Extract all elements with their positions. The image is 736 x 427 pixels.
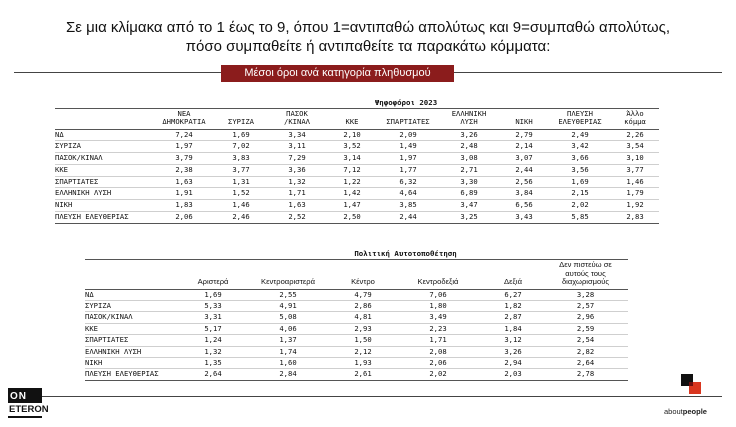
table-cell: 2,26 [611,129,659,141]
column-header-line: κόμμα [624,117,646,126]
table-cell: 2,06 [153,212,215,224]
table1-group-header: Ψηφοφόροι 2023 [153,97,659,108]
row-label: ΣΠΑΡΤΙΑΤΕΣ [55,176,153,188]
table-row [85,300,628,311]
table-cell: 2,50 [327,212,377,224]
table-cell: 1,82 [483,300,543,311]
table-cell: 1,46 [611,176,659,188]
table-cell: 1,71 [393,335,483,346]
table-cell: 3,07 [499,153,549,165]
table-cell: 1,49 [377,141,439,153]
voters-2023-table [55,97,659,224]
table-cell: 5,85 [549,212,611,224]
table-cell: 2,49 [549,129,611,141]
row-label: ΝΙΚΗ [85,357,183,368]
table-cell: 2,15 [549,188,611,200]
table-cell: 6,89 [439,188,499,200]
logo-people: people [682,407,707,416]
table-cell: 1,91 [153,188,215,200]
table-cell: 2,08 [393,346,483,357]
table-cell: 2,79 [499,129,549,141]
table-row [55,153,659,165]
column-header-line: ΣΠΑΡΤΙΑΤΕΣ [386,117,430,126]
table-cell: 2,64 [183,369,243,380]
row-label: ΝΔ [85,289,183,300]
column-header-line: ΠΛΕΥΣΗ [567,108,593,118]
table-cell: 3,77 [215,164,267,176]
column-header-line: ΕΛΕΥΘΕΡΙΑΣ [558,117,602,126]
table-cell: 1,31 [215,176,267,188]
table-cell: 1,63 [153,176,215,188]
table-cell: 1,24 [183,335,243,346]
row-label: ΣΥΡΙΖΑ [55,141,153,153]
table1-column-header [439,108,499,129]
table-cell: 2,52 [267,212,327,224]
table-cell: 4,81 [333,312,393,323]
column-header-line: αυτούς τους [565,268,606,278]
table1-column-header [499,108,549,129]
table-cell: 1,69 [183,289,243,300]
table-cell: 5,17 [183,323,243,334]
aboutpeople-logo-text [664,407,707,416]
column-header-line: Δεξιά [504,277,522,286]
table-cell: 3,12 [483,335,543,346]
row-label: ΣΥΡΙΖΑ [85,300,183,311]
logo-about: about [664,407,683,416]
table-row [85,335,628,346]
table-row [85,357,628,368]
table-cell: 5,08 [243,312,333,323]
column-header-line: ΛΥΣΗ [460,117,478,126]
table-row [85,312,628,323]
table-cell: 1,69 [215,129,267,141]
table-cell: 2,46 [215,212,267,224]
table1-column-header [377,108,439,129]
column-header-line: Δεν πιστεύω σε [559,260,612,269]
table2-column-header [543,259,628,289]
table-cell: 2,55 [243,289,333,300]
column-header-line: Άλλο [626,108,644,118]
table-cell: 1,74 [243,346,333,357]
table-cell: 2,82 [543,346,628,357]
table-row [85,289,628,300]
table-cell: 3,66 [549,153,611,165]
table2-row-label-header [85,259,183,289]
table-cell: 3,54 [611,141,659,153]
table2-column-header [393,259,483,289]
table1-body [55,129,659,223]
table-cell: 2,78 [543,369,628,380]
table2-column-header [183,259,243,289]
table-cell: 1,93 [333,357,393,368]
table-cell: 1,77 [377,164,439,176]
table-cell: 3,26 [439,129,499,141]
table-cell: 3,85 [377,200,439,212]
table-cell: 3,49 [393,312,483,323]
table1-column-header [611,108,659,129]
table-cell: 3,52 [327,141,377,153]
table1-row-label-header [55,108,153,129]
table-cell: 1,22 [327,176,377,188]
table-cell: 3,34 [267,129,327,141]
table-cell: 1,80 [393,300,483,311]
table-cell: 3,30 [439,176,499,188]
table1-column-headers [55,108,659,129]
title-line-2: πόσο συμπαθείτε ή αντιπαθείτε τα παρακάτω κόμματα: [185,38,551,55]
table-cell: 2,14 [499,141,549,153]
title-line-1: Σε μια κλίμακα από το 1 έως το 9, όπου 1=αντιπαθώ απολύτως και 9=συμπαθώ απολύτως, [65,19,671,36]
table-row [85,369,628,380]
table-cell: 2,64 [543,357,628,368]
table-cell: 5,33 [183,300,243,311]
logo-left-line2: ETERON [9,404,49,415]
table-cell: 1,83 [153,200,215,212]
table-cell: 3,83 [215,153,267,165]
column-header-line: ΚΚΕ [345,117,359,126]
table-cell: 1,84 [483,323,543,334]
table-cell: 2,83 [611,212,659,224]
table-cell: 2,03 [483,369,543,380]
table-cell: 1,60 [243,357,333,368]
table-cell: 3,84 [499,188,549,200]
column-header-line: Κέντρο [351,277,375,286]
column-header-line: Κεντροδεξιά [417,277,459,286]
table-cell: 3,43 [499,212,549,224]
column-header-line: ΣΥΡΙΖΑ [228,117,254,126]
table-cell: 2,57 [543,300,628,311]
table-cell: 1,35 [183,357,243,368]
table-cell: 2,71 [439,164,499,176]
table-row [85,346,628,357]
table-cell: 1,97 [153,141,215,153]
table-cell: 3,79 [153,153,215,165]
table-row [55,164,659,176]
table-cell: 1,71 [267,188,327,200]
table-cell: 1,79 [611,188,659,200]
table-cell: 2,94 [483,357,543,368]
column-header-line: ΠΑΣΟΚ [286,108,308,118]
table-cell: 3,14 [327,153,377,165]
column-header-line: /ΚΙΝΑΛ [284,117,310,126]
table-cell: 1,46 [215,200,267,212]
table-cell: 2,61 [333,369,393,380]
table-cell: 2,09 [377,129,439,141]
table-cell: 3,77 [611,164,659,176]
table-cell: 2,93 [333,323,393,334]
column-header-line: ΝΙΚΗ [515,117,533,126]
row-label: ΠΑΣΟΚ/ΚΙΝΑΛ [55,153,153,165]
table-cell: 1,47 [327,200,377,212]
table-row [55,129,659,141]
column-header-line: διαχωρισμούς [561,277,610,286]
subtitle-banner: Μέσοι όροι ανά κατηγορία πληθυσμού [221,65,454,82]
table-cell: 2,87 [483,312,543,323]
table-row [55,212,659,224]
column-header-line: ΔΗΜΟΚΡΑΤΙΑ [162,117,206,126]
table-cell: 7,02 [215,141,267,153]
table-cell: 4,91 [243,300,333,311]
table-cell: 1,42 [327,188,377,200]
table-cell: 6,32 [377,176,439,188]
table2-column-header [243,259,333,289]
column-header-line: Κεντροαριστερά [261,277,315,286]
table1-column-header [267,108,327,129]
table-cell: 4,64 [377,188,439,200]
table-cell: 3,36 [267,164,327,176]
column-header-line: ΕΛΛΗΝΙΚΗ [451,108,487,118]
table2-body [85,289,628,380]
table-cell: 1,37 [243,335,333,346]
row-label: ΚΚΕ [85,323,183,334]
table-cell: 1,52 [215,188,267,200]
table-cell: 2,48 [439,141,499,153]
table-cell: 2,10 [327,129,377,141]
table-cell: 2,96 [543,312,628,323]
table-cell: 2,02 [549,200,611,212]
table-cell: 2,54 [543,335,628,346]
column-header-line: ΝΕΑ [177,108,191,118]
table-cell: 2,56 [499,176,549,188]
table-row [55,188,659,200]
table-cell: 2,23 [393,323,483,334]
row-label: ΠΛΕΥΣΗ ΕΛΕΥΘΕΡΙΑΣ [85,369,183,380]
table-cell: 3,25 [439,212,499,224]
table-cell: 6,27 [483,289,543,300]
table-cell: 3,47 [439,200,499,212]
table-row [55,141,659,153]
table-cell: 2,38 [153,164,215,176]
table1-column-header [153,108,215,129]
table-cell: 1,32 [183,346,243,357]
row-label: ΣΠΑΡΤΙΑΤΕΣ [85,335,183,346]
table-cell: 3,08 [439,153,499,165]
column-header-line: Αριστερά [197,277,229,286]
table-cell: 7,12 [327,164,377,176]
table-cell: 3,11 [267,141,327,153]
table-cell: 3,56 [549,164,611,176]
table-cell: 2,02 [393,369,483,380]
table-cell: 1,97 [377,153,439,165]
table2-column-header [483,259,543,289]
table-cell: 1,92 [611,200,659,212]
table1-corner [55,97,153,108]
table-cell: 1,50 [333,335,393,346]
table-cell: 1,32 [267,176,327,188]
row-label: ΠΑΣΟΚ/ΚΙΝΑΛ [85,312,183,323]
table2-column-header [333,259,393,289]
table-cell: 3,42 [549,141,611,153]
table-cell: 2,59 [543,323,628,334]
table-cell: 6,56 [499,200,549,212]
row-label: ΝΙΚΗ [55,200,153,212]
row-label: ΕΛΛΗΝΙΚΗ ΛΥΣΗ [85,346,183,357]
table-cell: 4,79 [333,289,393,300]
table-cell: 1,69 [549,176,611,188]
on-eteron-logo [8,388,49,418]
table-row [55,200,659,212]
table1-column-header [327,108,377,129]
table-cell: 3,31 [183,312,243,323]
bottom-divider [14,396,722,397]
row-label: ΕΛΛΗΝΙΚΗ ΛΥΣΗ [55,188,153,200]
table-row [85,323,628,334]
table-cell: 3,26 [483,346,543,357]
table-row [55,176,659,188]
row-label: ΠΛΕΥΣΗ ΕΛΕΥΘΕΡΙΑΣ [55,212,153,224]
table-cell: 2,44 [499,164,549,176]
table-cell: 3,28 [543,289,628,300]
political-self-placement-table [85,248,628,381]
table-cell: 7,29 [267,153,327,165]
table1-column-header [215,108,267,129]
table-cell: 3,10 [611,153,659,165]
table-cell: 7,06 [393,289,483,300]
aboutpeople-logo-icon [676,373,706,397]
row-label: ΚΚΕ [55,164,153,176]
table2-column-headers [85,259,628,289]
table2-corner [85,248,183,259]
table-cell: 7,24 [153,129,215,141]
table-cell: 2,06 [393,357,483,368]
table-cell: 4,06 [243,323,333,334]
table1-column-header [549,108,611,129]
table-cell: 2,86 [333,300,393,311]
table-cell: 2,12 [333,346,393,357]
table-cell: 2,44 [377,212,439,224]
table2-group-header: Πολιτική Αυτοτοποθέτηση [183,248,628,259]
row-label: ΝΔ [55,129,153,141]
page-title [20,18,716,56]
logo-left-line1: ON [10,391,27,402]
table-cell: 2,84 [243,369,333,380]
table-cell: 1,63 [267,200,327,212]
